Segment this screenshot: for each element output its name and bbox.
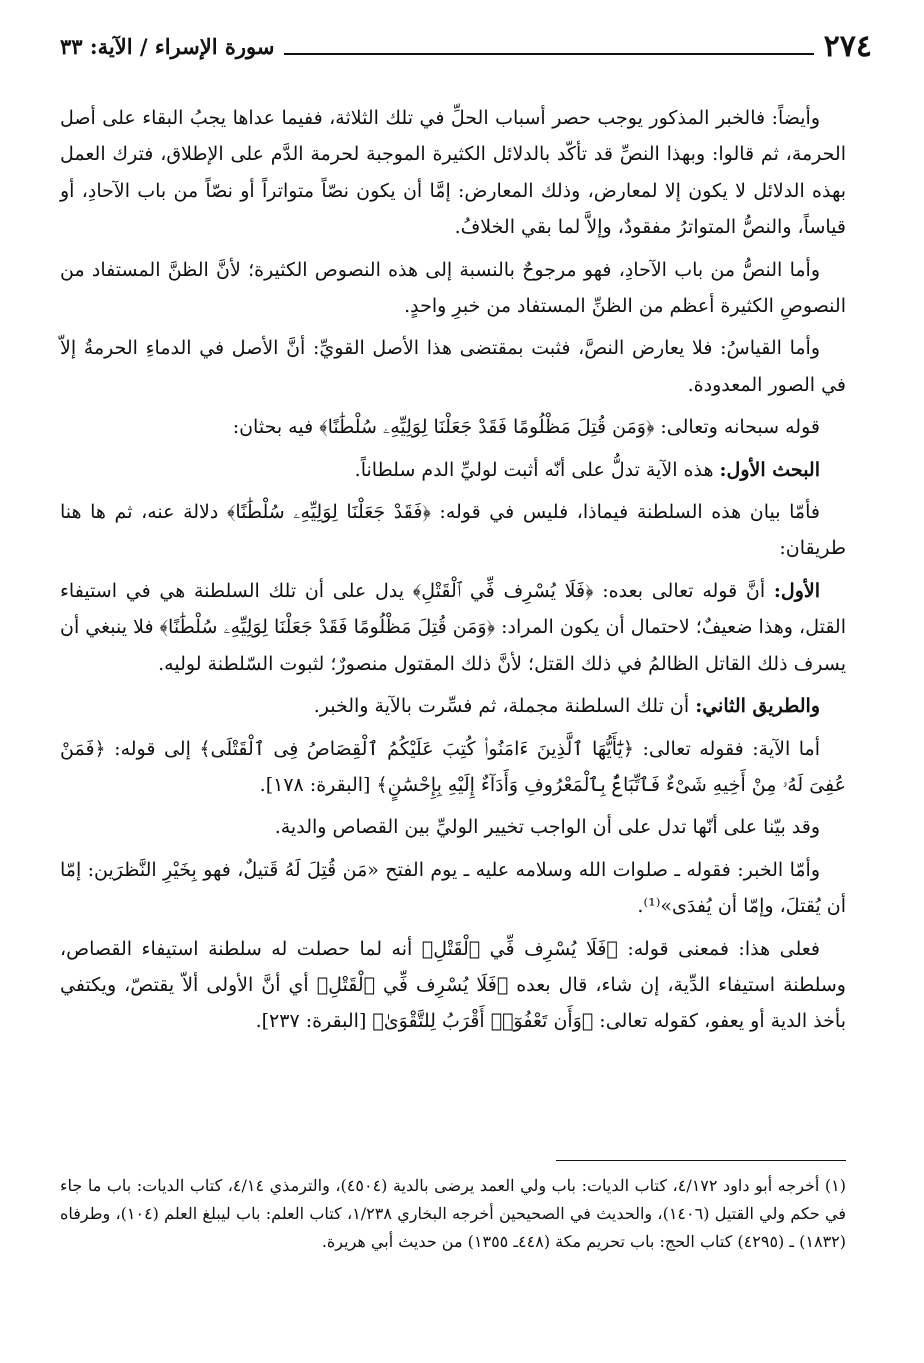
paragraph: فأمّا بيان هذه السلطنة فيماذا، فليس في قوله: ﴿فَقَدْ جَعَلْنَا لِوَلِيِّهِۦ سُلْطَٰنًا﴾ دلالة عنه، ثم ها هنا طريقان:	[60, 501, 846, 560]
paragraph: وأما القياسُ: فلا يعارض النصَّ، فثبت بمقتضى هذا الأصل القويِّ: أنَّ الأصل في الدماءِ الحرمةُ إلاّ في الصور المعدودة.	[60, 337, 846, 396]
running-title: سورة الإسراء / الآية: ٣٣	[60, 34, 275, 59]
paragraph: قوله سبحانه وتعالى: ﴿وَمَن قُتِلَ مَظْلُومًا فَقَدْ جَعَلْنَا لِوَلِيِّهِۦ سُلْطَٰنًا﴾ فيه بحثان:	[232, 416, 820, 439]
main-text	[60, 100, 846, 1046]
paragraph: وأمّا الخبر: فقوله ـ صلوات الله وسلامه عليه ـ يوم الفتح «مَن قُتِلَ لَهُ قَتيلٌ، فهو بِخَيْرِ النَّظرَين: إمّا أن يُقتلَ، وإمّا أن يُفدَى»⁽¹⁾.	[60, 858, 846, 918]
paragraph-lead: والطريق الثاني:	[695, 695, 820, 718]
paragraph: والطريق الثاني: أن تلك السلطنة مجملة، ثم فسِّرت بالآية والخبر.	[313, 695, 820, 718]
paragraph: فعلى هذا: فمعنى قوله: ﴿فَلَا يُسْرِف فِّي ٱلْقَتْلِ﴾ أنه لما حصلت له سلطنة استيفاء القصاص، وسلطنة استيفاء الدِّية، إن شاء، قال بعده ﴿فَلَا يُسْرِف فِّي ٱلْقَتْلِ﴾ أي أنَّ الأولى ألاّ يقتصّ، ويكتفي بأخذ الدية أو يعفو، كقوله تعالى: ﴿وَأَن تَعْفُوٓا۟ أَقْرَبُ لِلتَّقْوَىٰ﴾ [البقرة: ٢٣٧].	[60, 937, 846, 1033]
paragraph: وأيضاً: فالخبر المذكور يوجب حصر أسباب الحلِّ في تلك الثلاثة، ففيما عداها يجبُ البقاء على أصل الحرمة، ثم قالوا: وبهذا النصِّ قد تأكّد بالدلائل الكثيرة الموجبة لحرمة الدَّم على الإطلاق، فترك العمل بهذه الدلائل لا يكون إلا لمعارض، وذلك المعارض: إمَّا أن يكون نصّاً متواتراً أو نصّاً من باب الآحادِ، أو قياساً، والنصُّ المتواترُ مفقودٌ، وإلاَّ لما بقي الخلافُ.	[60, 107, 846, 239]
paragraph: وأما النصُّ من باب الآحادِ، فهو مرجوحٌ بالنسبة إلى هذه النصوص الكثيرة؛ لأنَّ الظنَّ المستفاد من النصوصِ الكثيرة أعظم من الظنِّ المستفاد من خبرِ واحدٍ.	[60, 258, 846, 318]
paragraph-lead: الأول:	[773, 579, 820, 602]
page-number: ٢٧٤	[823, 29, 872, 64]
footnotes	[60, 1172, 846, 1256]
paragraph: الأول: أنَّ قوله تعالى بعده: ﴿فَلَا يُسْرِف فِّي ٱلْقَتْلِ﴾ يدل على أن تلك السلطنة هي في استيفاء القتل، وهذا ضعيفٌ؛ لاحتمال أن يكون المراد: ﴿وَمَن قُتِلَ مَظْلُومًا فَقَدْ جَعَلْنَا لِوَلِيِّهِۦ سُلْطَٰنًا﴾ فلا ينبغي أن يسرف ذلك القاتل الظالمُ في ذلك القتل؛ لأنَّ ذلك المقتول منصورٌ؛ لثبوت السّلطنة لوليه.	[60, 579, 846, 675]
footnote-rule	[556, 1160, 846, 1161]
paragraph: أما الآية: فقوله تعالى: ﴿يَٰٓأَيُّهَا ٱلَّذِينَ ءَامَنُوا۟ كُتِبَ عَلَيْكُمُ ٱلْقِصَاصُ فِى ٱلْقَتْلَى﴾ إلى قوله: ﴿فَمَنْ عُفِىَ لَهُۥ مِنْ أَخِيهِ شَىْءٌ فَٱتِّبَاعٌۢ بِٱلْمَعْرُوفِ وَأَدَآءٌ إِلَيْهِ بِإِحْسَٰنٍ﴾ [البقرة: ١٧٨].	[60, 737, 846, 796]
page-header	[60, 30, 872, 64]
paragraph-lead: البحث الأول:	[719, 458, 820, 481]
paragraph: البحث الأول: هذه الآية تدلُّ على أنّه أثبت لوليِّ الدم سلطاناً.	[354, 458, 820, 481]
footnote: (١) أخرجه أبو داود ٤/١٧٢، كتاب الديات: باب ولي العمد يرضى بالدية (٤٥٠٤)، والترمذي ٤/١٤، كتاب الديات: باب ما جاء في حكم ولي القتيل (١٤٠٦)، والحديث في الصحيحين أخرجه البخاري ١/٢٣٨، كتاب العلم: باب ليبلغ العلم (١٠٤)، وطرفاه (١٨٣٢) ـ (٤٢٩٥) كتاب الحج: باب تحريم مكة (٤٤٨ـ ١٣٥٥) من حديث أبي هريرة.	[60, 1176, 846, 1251]
header-rule	[284, 53, 813, 55]
paragraph: وقد بيّنا على أنّها تدل على أن الواجب تخيير الوليِّ بين القصاص والدية.	[274, 816, 820, 839]
